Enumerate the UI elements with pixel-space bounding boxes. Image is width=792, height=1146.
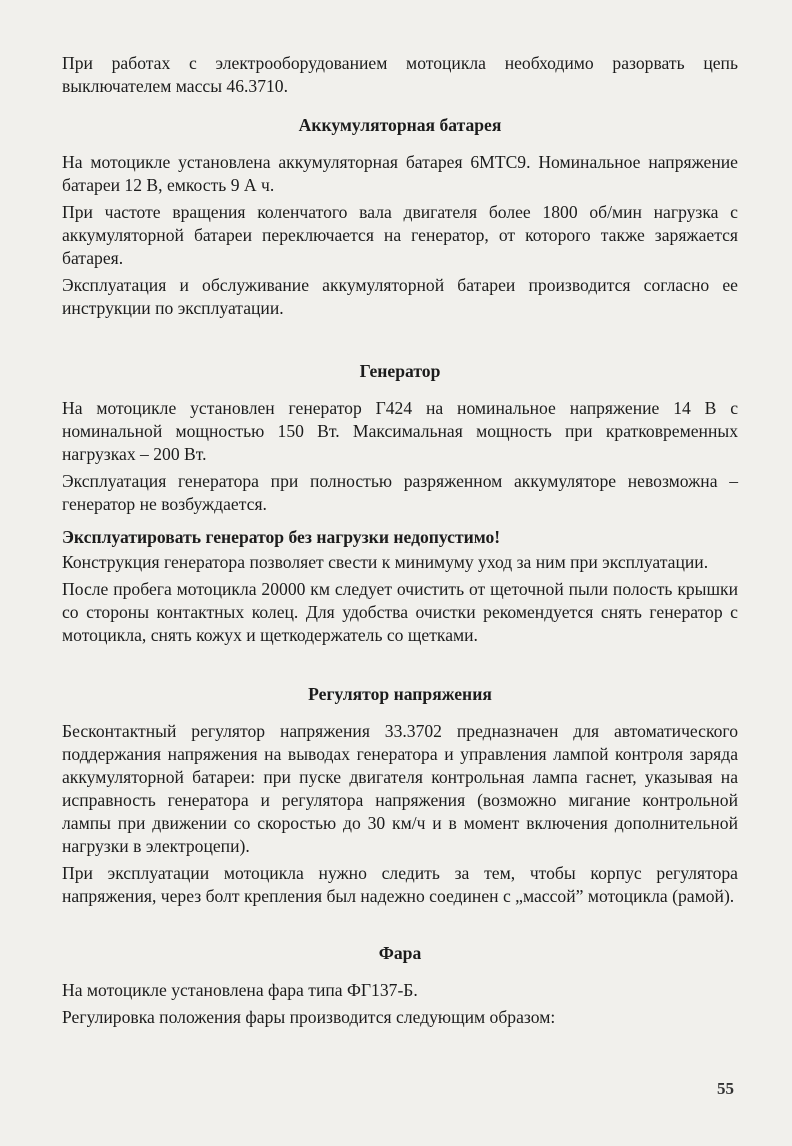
generator-paragraph-1: На мотоцикле установлен генератор Г424 на номинальное напряжение 14 В с номинальной мощностью 150 Вт. Максимальная мощность при кратковременных нагрузках – 200 Вт. xyxy=(62,398,738,464)
headlight-heading: Фара xyxy=(378,943,422,963)
regulator-paragraph-2: При эксплуатации мотоцикла нужно следить за тем, чтобы корпус регулятора напряжения, через болт крепления был надежно соединен с „массой” мотоцикла (рамой). xyxy=(62,863,738,906)
intro-paragraph: При работах с электрооборудованием мотоцикла необходимо разорвать цепь выключателем массы 46.3710. xyxy=(62,53,738,96)
headlight-paragraph-1: На мотоцикле установлена фара типа ФГ137-Б. xyxy=(62,980,418,1000)
generator-paragraph-2: Эксплуатация генератора при полностью разряженном аккумуляторе невозможна – генератор не возбуждается. xyxy=(62,471,738,514)
page-number: 55 xyxy=(717,1079,734,1098)
generator-paragraph-3: Конструкция генератора позволяет свести к минимуму уход за ним при эксплуатации. xyxy=(62,552,709,572)
battery-heading: Аккумуляторная батарея xyxy=(298,115,502,135)
generator-paragraph-4: После пробега мотоцикла 20000 км следует очистить от щеточной пыли полость крышки со стороны контактных колец. Для удобства очистки рекомендуется снять генератор с мотоцикла, снять кожух и щеткодержатель со щетками. xyxy=(62,579,738,645)
battery-paragraph-2: При частоте вращения коленчатого вала двигателя более 1800 об/мин нагрузка с аккумуляторной батареи переключается на генератор, от которого также заряжается батарея. xyxy=(62,202,738,268)
battery-paragraph-3: Эксплуатация и обслуживание аккумуляторной батареи производится согласно ее инструкции по эксплуатации. xyxy=(62,275,738,318)
battery-paragraph-1: На мотоцикле установлена аккумуляторная батарея 6МТС9. Номинальное напряжение батареи 12 В, емкость 9 А ч. xyxy=(62,152,738,195)
generator-heading: Генератор xyxy=(359,361,441,381)
regulator-paragraph-1: Бесконтактный регулятор напряжения 33.3702 предназначен для автоматического поддержания напряжения на выводах генератора и управления лампой контроля заряда аккумуляторной батареи: при пуске двигателя контрольная лампа гаснет, указывая на исправность генератора и регулятора напряжения (возможно мигание контрольной лампы при движении со скоростью до 30 км/ч и в момент включения дополнительной нагрузки в электроцепи). xyxy=(62,721,738,856)
headlight-paragraph-2: Регулировка положения фары производится следующим образом: xyxy=(62,1007,556,1027)
generator-warning: Эксплуатировать генератор без нагрузки недопустимо! xyxy=(62,527,501,547)
regulator-heading: Регулятор напряжения xyxy=(308,684,492,704)
